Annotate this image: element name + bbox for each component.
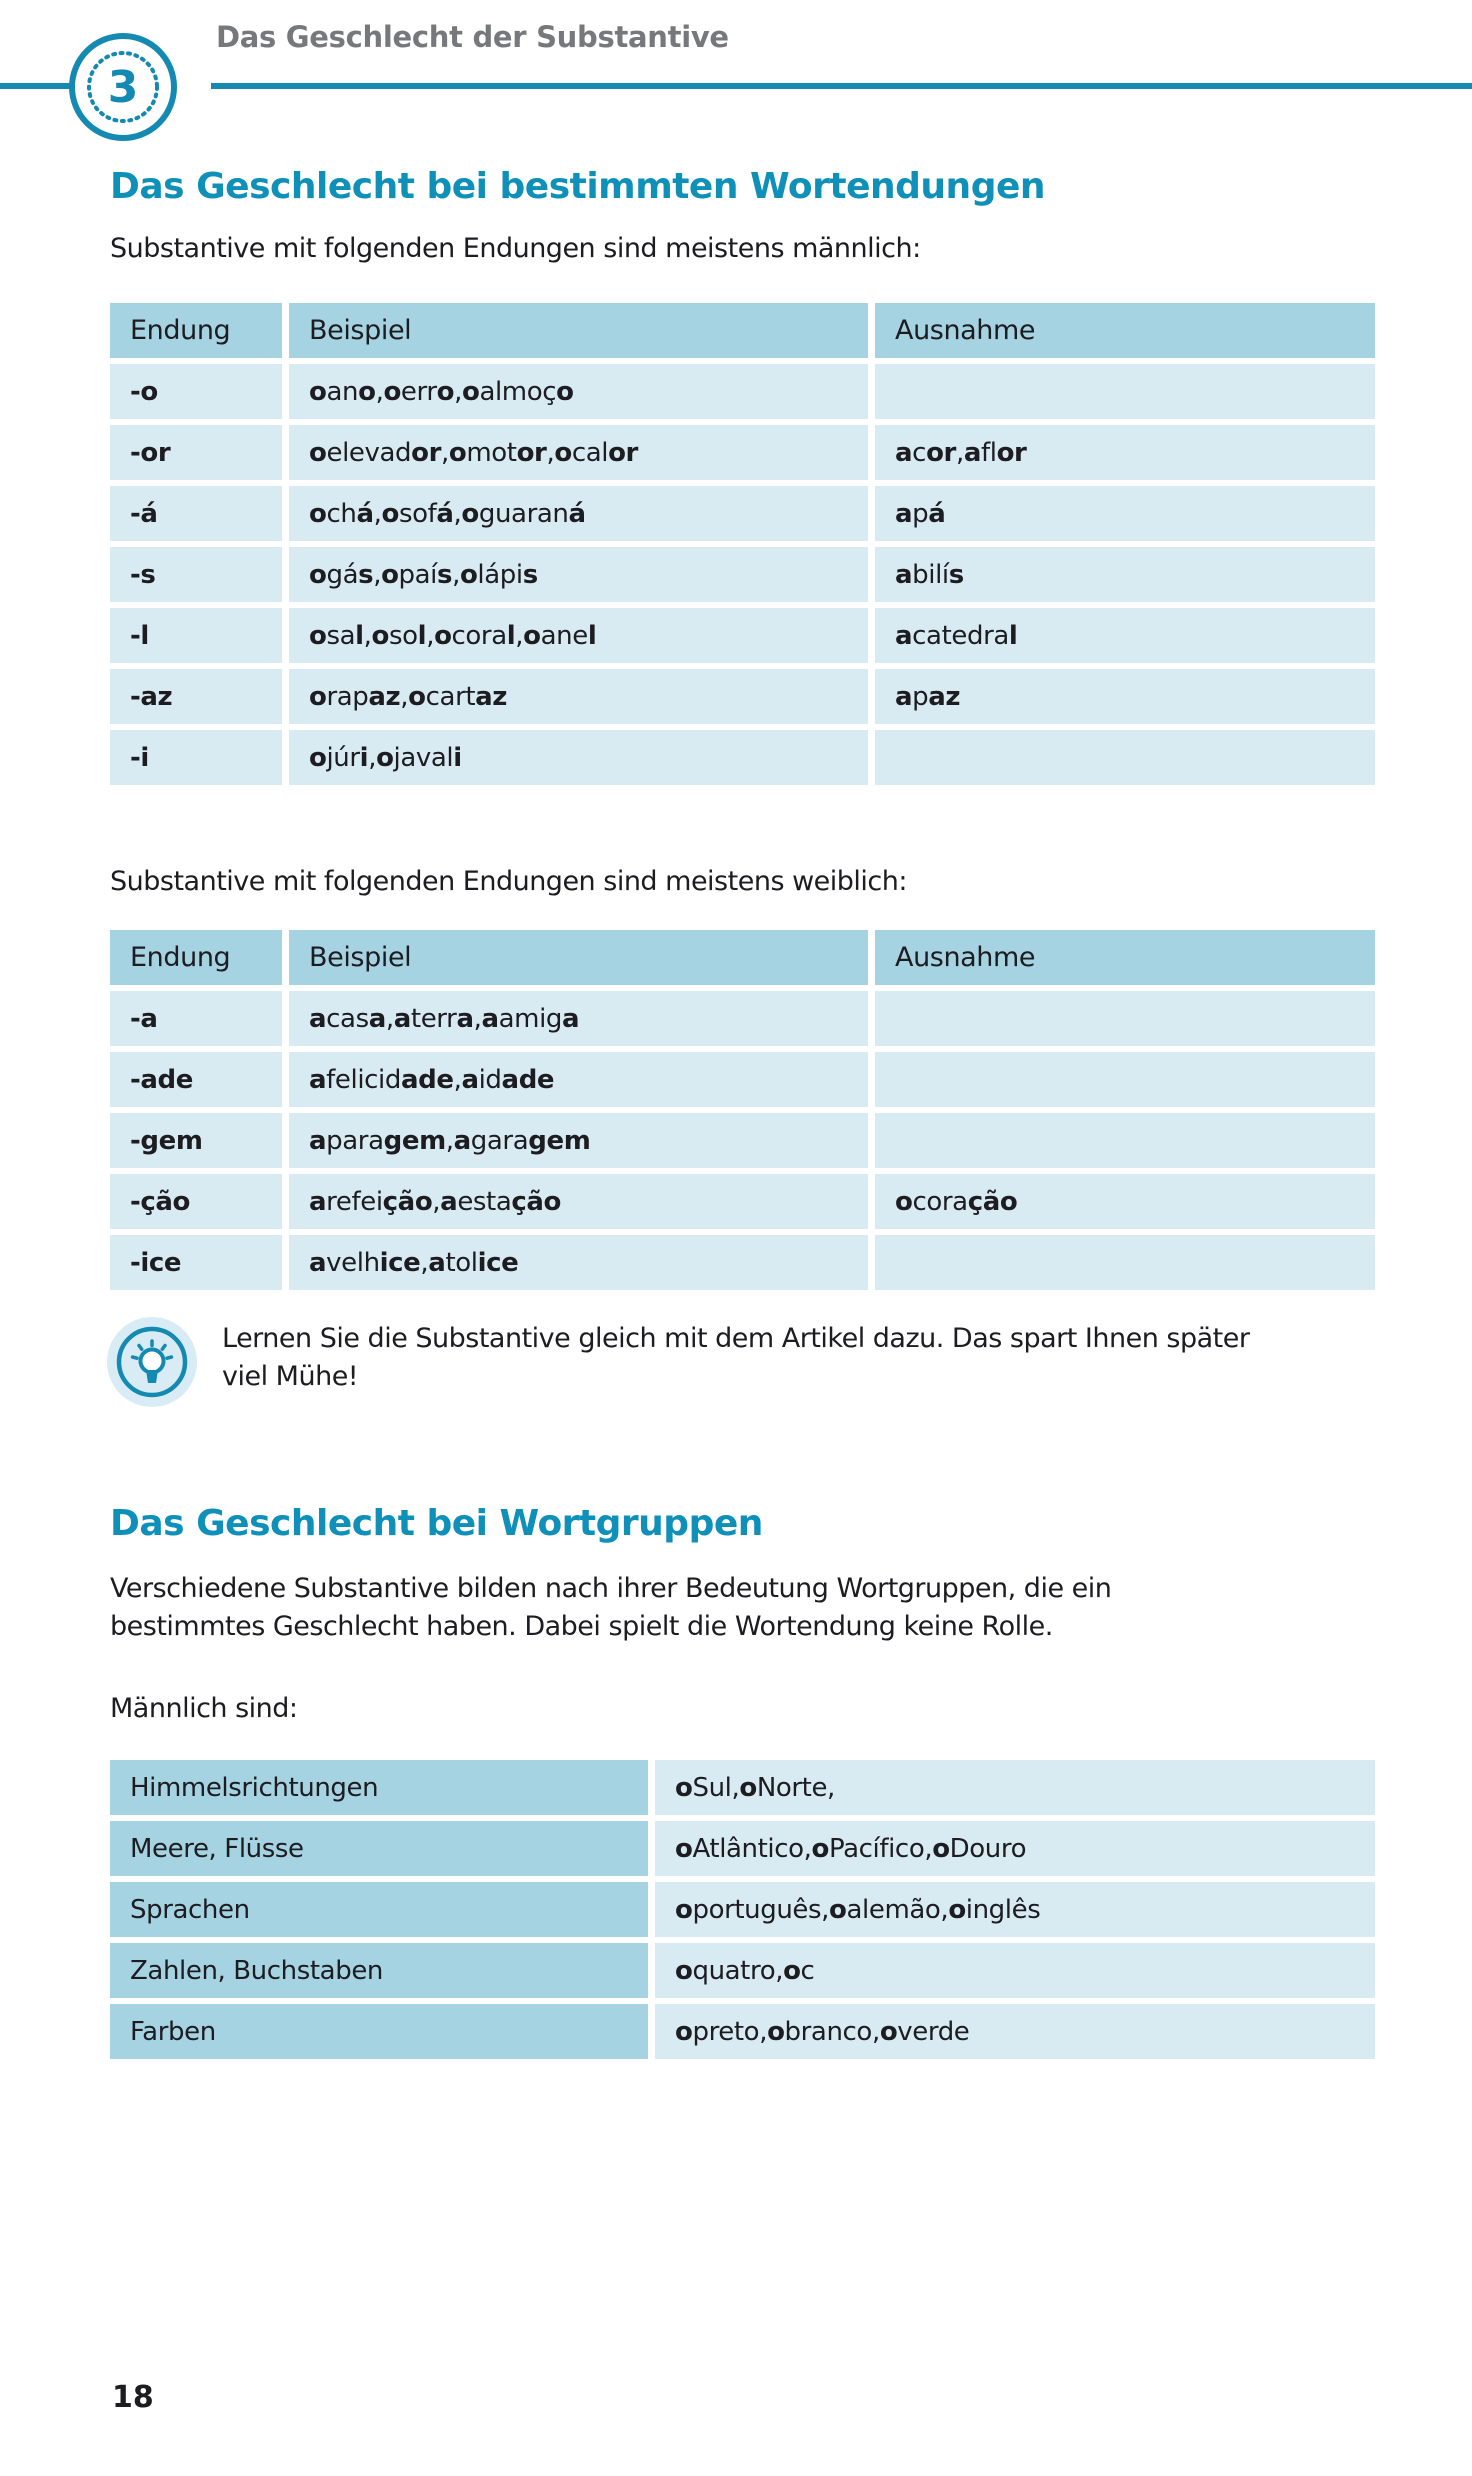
section-heading-groups: Das Geschlecht bei Wortgruppen — [110, 1503, 763, 1544]
table-cell: o ch á , o sof á , o guaran á — [289, 486, 868, 541]
table-cell: a para gem , a gara gem — [289, 1113, 868, 1168]
chapter-badge-icon — [68, 32, 178, 142]
table-cell — [875, 1052, 1375, 1107]
table-cell: o Atlântico, o Pacífico, o Douro — [655, 1821, 1375, 1876]
table-header-cell: Ausnahme — [875, 303, 1375, 358]
table-cell: -l — [110, 608, 282, 663]
table-cell: -ade — [110, 1052, 282, 1107]
page-title: Das Geschlecht der Substantive — [216, 20, 729, 54]
header-rule-left — [0, 83, 70, 89]
table-cell: o quatro, o c — [655, 1943, 1375, 1998]
table-header-cell: Endung — [110, 303, 282, 358]
table-cell: -az — [110, 669, 282, 724]
table-cell: -ice — [110, 1235, 282, 1290]
table-cell: a bilí s — [875, 547, 1375, 602]
table-cell — [875, 364, 1375, 419]
table-cell: o sa l , o so l , o cora l , o ane l — [289, 608, 868, 663]
page-number: 18 — [112, 2380, 154, 2415]
tip-box — [106, 1316, 1282, 1408]
table-cell: o cora ção — [875, 1174, 1375, 1229]
table-cell: a catedra l — [875, 608, 1375, 663]
table-cell: a p az — [875, 669, 1375, 724]
table-cell: -o — [110, 364, 282, 419]
table-header-cell: Beispiel — [289, 303, 868, 358]
table-cell: o elevad or , o mot or , o cal or — [289, 425, 868, 480]
table-cell: Farben — [110, 2004, 648, 2059]
table-cell: o gá s , o paí s , o lápi s — [289, 547, 868, 602]
table-cell — [875, 1235, 1375, 1290]
table-cell: o português, o alemão, o inglês — [655, 1882, 1375, 1937]
section-heading-endings: Das Geschlecht bei bestimmten Wortendungen — [110, 166, 1046, 207]
table-cell: a refei ção , a esta ção — [289, 1174, 868, 1229]
table-cell: a felicid ade , a id ade — [289, 1052, 868, 1107]
table-header-cell: Ausnahme — [875, 930, 1375, 985]
table-cell: -or — [110, 425, 282, 480]
table-cell: a p á — [875, 486, 1375, 541]
feminine-endings-table — [110, 930, 1375, 1290]
table-cell: o rap az , o cart az — [289, 669, 868, 724]
table-cell: -á — [110, 486, 282, 541]
table-cell: Himmelsrichtungen — [110, 1760, 648, 1815]
groups-intro: Verschiedene Substantive bilden nach ihrer Bedeutung Wortgruppen, die ein bestimmtes Geschlecht haben. Dabei spielt die Wortendung keine Rolle. — [110, 1573, 1112, 1642]
table-cell — [875, 730, 1375, 785]
table-cell: Sprachen — [110, 1882, 648, 1937]
table-cell — [875, 991, 1375, 1046]
lightbulb-icon — [106, 1316, 198, 1408]
table-cell: Meere, Flüsse — [110, 1821, 648, 1876]
table-cell: a cas a , a terr a , a amig a — [289, 991, 868, 1046]
chapter-badge — [68, 32, 178, 142]
table-header-cell: Endung — [110, 930, 282, 985]
table-header-cell: Beispiel — [289, 930, 868, 985]
masculine-groups-label: Männlich sind: — [110, 1693, 298, 1724]
table-cell: -ção — [110, 1174, 282, 1229]
table-cell: o an o , o err o , o almoç o — [289, 364, 868, 419]
masculine-endings-intro: Substantive mit folgenden Endungen sind meistens männlich: — [110, 233, 921, 264]
header-rule-right — [211, 83, 1472, 89]
table-cell: o preto, o branco, o verde — [655, 2004, 1375, 2059]
feminine-endings-intro: Substantive mit folgenden Endungen sind meistens weiblich: — [110, 866, 907, 897]
table-cell: -s — [110, 547, 282, 602]
table-cell: o júr i , o javal i — [289, 730, 868, 785]
masculine-groups-table — [110, 1760, 1375, 2059]
table-cell: -a — [110, 991, 282, 1046]
table-cell: a c or , a fl or — [875, 425, 1375, 480]
table-cell: o Sul, o Norte, — [655, 1760, 1375, 1815]
table-cell — [875, 1113, 1375, 1168]
chapter-number: 3 — [107, 62, 139, 113]
table-cell: a velh ice , a tol ice — [289, 1235, 868, 1290]
masculine-endings-table — [110, 303, 1375, 785]
table-cell: -gem — [110, 1113, 282, 1168]
table-cell: Zahlen, Buchstaben — [110, 1943, 648, 1998]
table-cell: -i — [110, 730, 282, 785]
tip-text: Lernen Sie die Substantive gleich mit dem Artikel dazu. Das spart Ihnen später viel Mühe! — [222, 1323, 1250, 1392]
